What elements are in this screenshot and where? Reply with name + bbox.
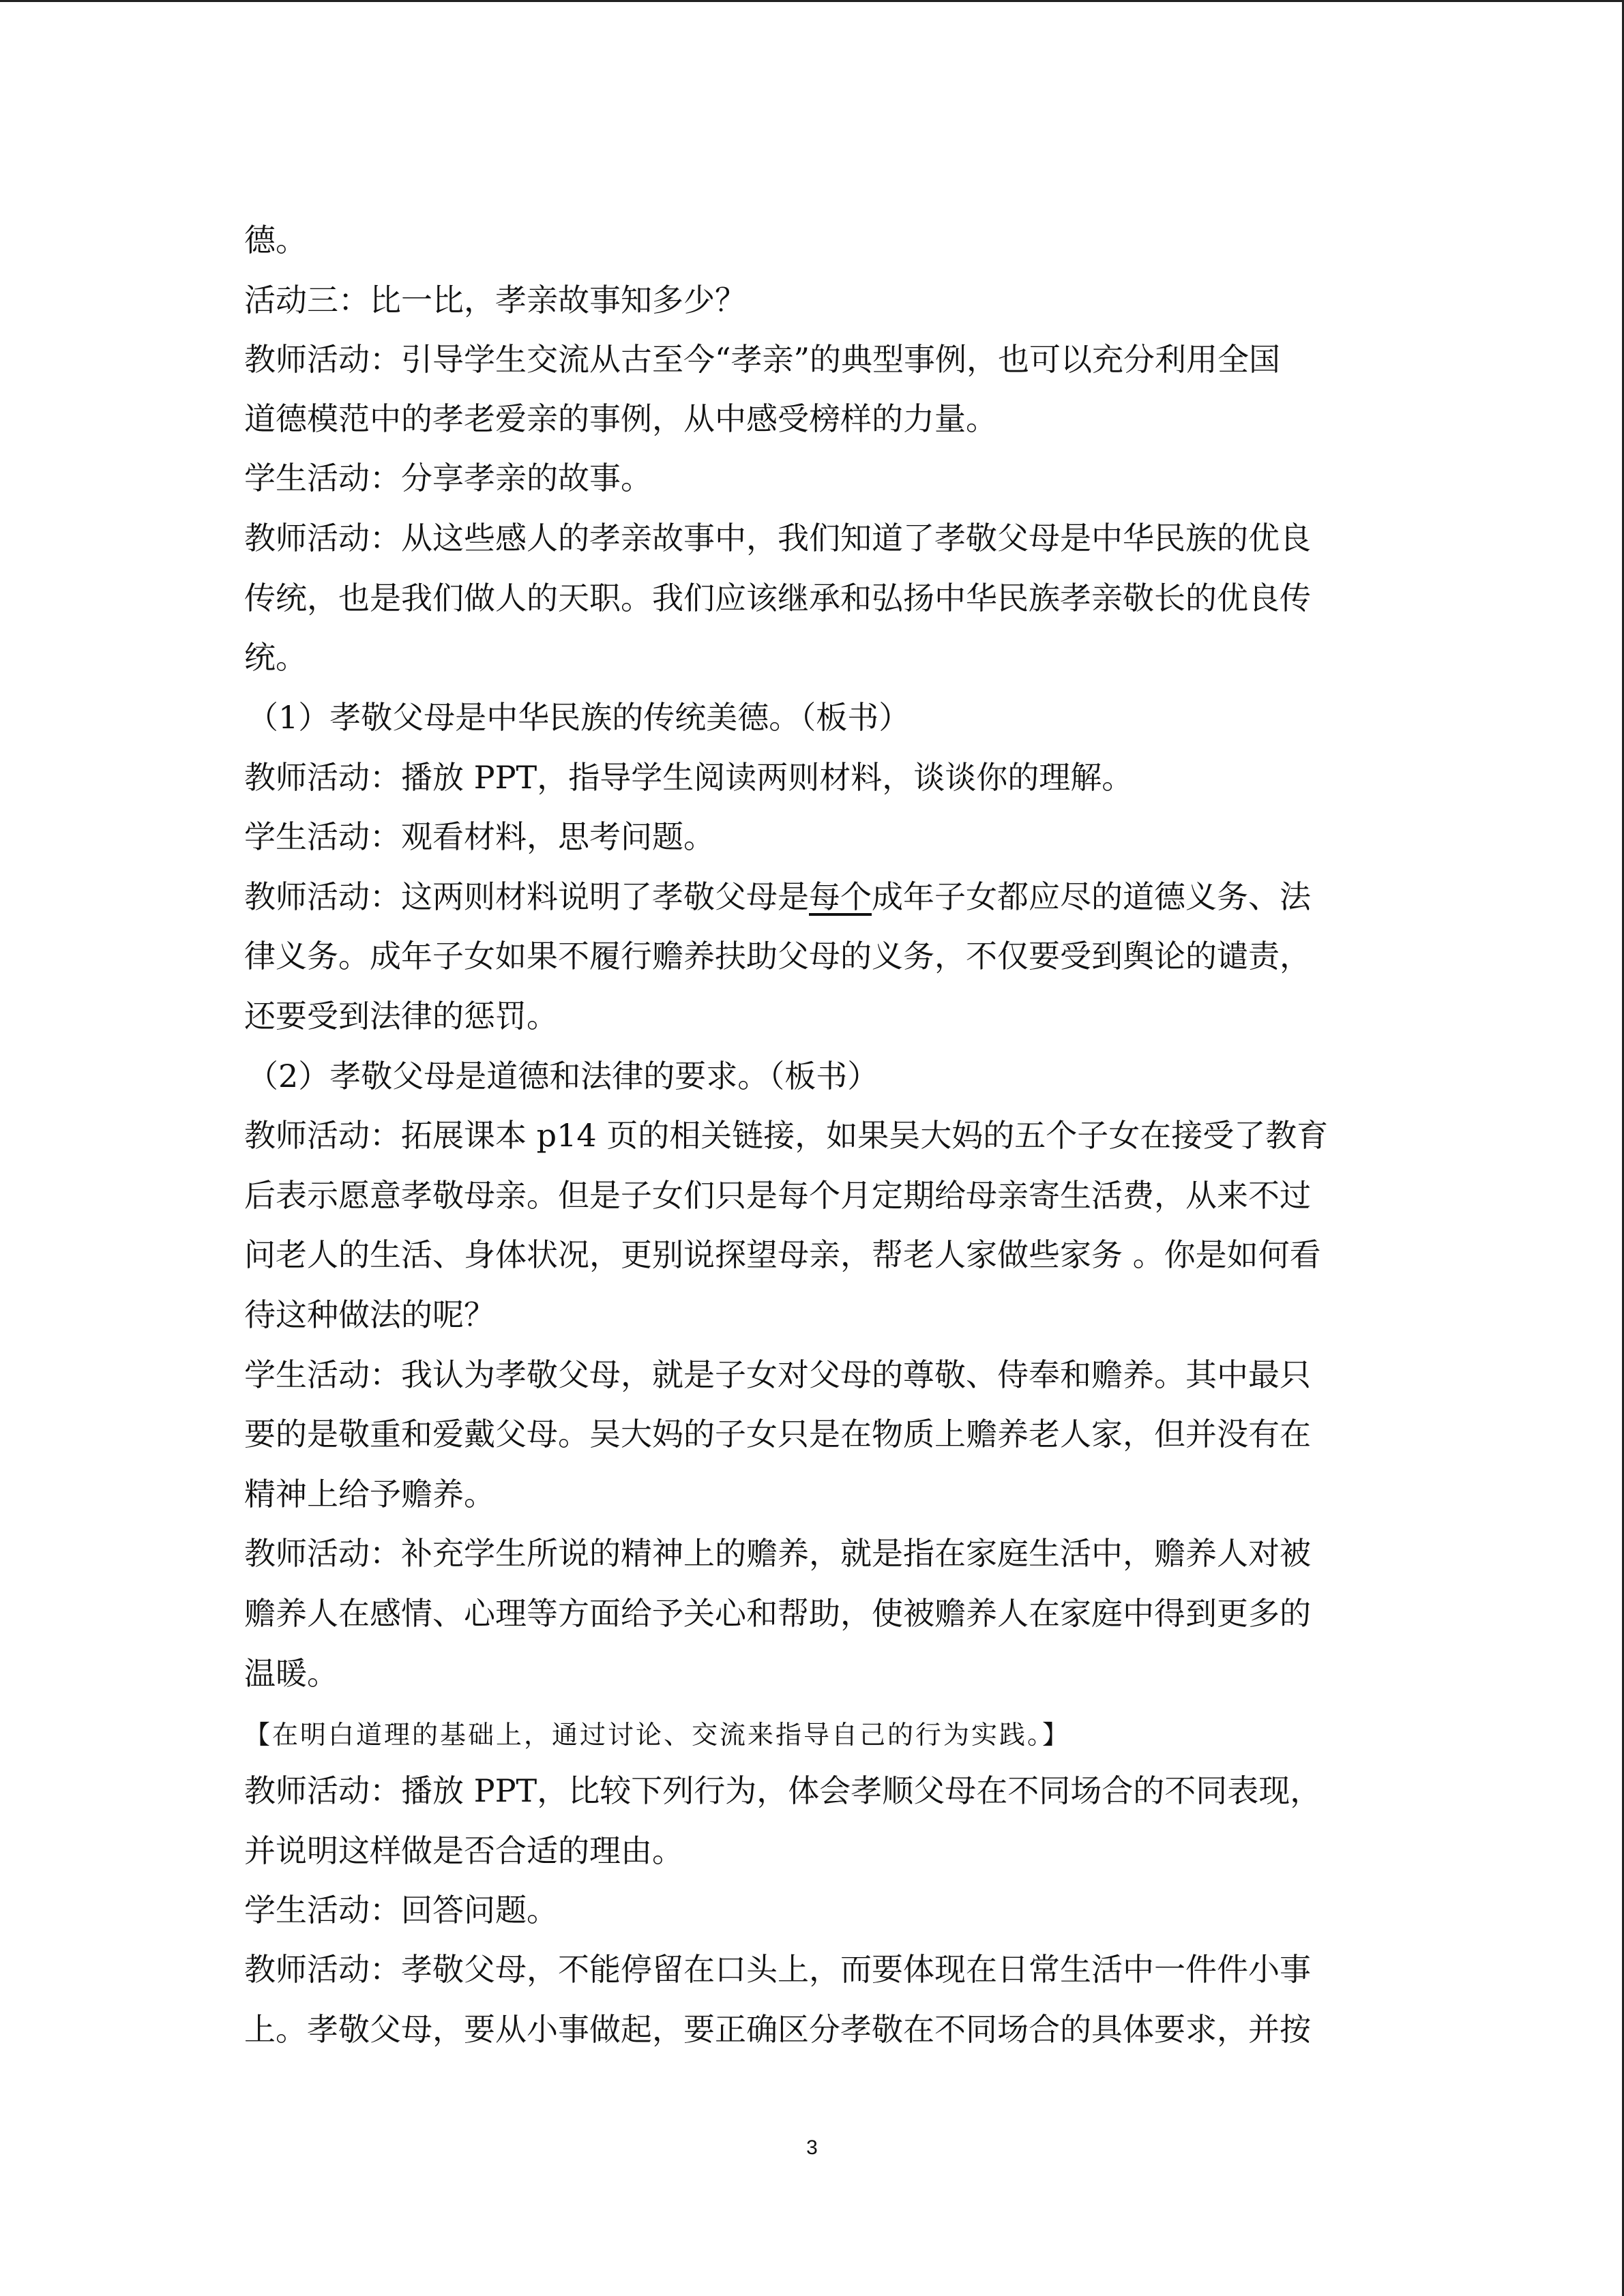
text-line: 传统，也是我们做人的天职。我们应该继承和弘扬中华民族孝亲敬长的优良传 [244,580,1311,616]
text-line: 问老人的生活、身体状况，更别说探望母亲，帮老人家做些家务 。你是如何看 [244,1236,1321,1273]
text-segment: 成年子女都应尽的道德义务、法 [872,878,1311,915]
text-line [244,876,1311,917]
text-line: 温暖。 [244,1655,338,1692]
text-line: 学生活动：我认为孝敬父母，就是子女对父母的尊敬、侍奉和赡养。其中最只 [244,1356,1311,1393]
text-line: 赡养人在感情、心理等方面给予关心和帮助，使被赡养人在家庭中得到更多的 [244,1595,1311,1632]
text-line: 律义务。成年子女如果不履行赡养扶助父母的义务，不仅要受到舆论的谴责， [244,938,1311,974]
text-line: 教师活动：播放 PPT，指导学生阅读两则材料，谈谈你的理解。 [244,759,1134,796]
text-line: 精神上给予赡养。 [244,1476,495,1512]
board-note: （1）孝敬父母是中华民族的传统美德。（板书） [247,699,911,736]
text-line: 教师活动：补充学生所说的精神上的赡养，就是指在家庭生活中，赡养人对被 [244,1535,1311,1572]
text-line: 教师活动：从这些感人的孝亲故事中，我们知道了孝敬父母是中华民族的优良 [244,520,1311,556]
text-line: 后表示愿意孝敬母亲。但是子女们只是每个月定期给母亲寄生活费，从来不过 [244,1177,1311,1214]
text-line: 教师活动：播放 PPT，比较下列行为，体会孝顺父母在不同场合的不同表现， [244,1772,1322,1809]
text-line: 要的是敬重和爱戴父母。吴大妈的子女只是在物质上赡养老人家，但并没有在 [244,1416,1311,1452]
activity-heading: 活动三：比一比，孝亲故事知多少？ [244,282,746,318]
text-line: 学生活动：回答问题。 [244,1892,558,1928]
text-line: 德。 [244,222,307,258]
text-line: 学生活动：分享孝亲的故事。 [244,460,652,496]
text-line: 教师活动：引导学生交流从古至今“孝亲”的典型事例，也可以充分利用全国 [244,341,1281,378]
underlined-text: 每个 [809,878,872,915]
text-line: 还要受到法律的惩罚。 [244,998,558,1034]
text-line: 道德模范中的孝老爱亲的事例，从中感受榜样的力量。 [244,400,997,437]
text-segment: 教师活动：这两则材料说明了孝敬父母是 [244,878,809,915]
page-number: 3 [806,2136,818,2159]
text-line: 并说明这样做是否合适的理由。 [244,1832,683,1869]
board-note: （2）孝敬父母是道德和法律的要求。（板书） [247,1058,879,1094]
page-border-top [0,0,1624,2]
text-line: 教师活动：拓展课本 p14 页的相关链接，如果吴大妈的五个子女在接受了教育 [244,1117,1329,1154]
text-line: 学生活动：观看材料，思考问题。 [244,818,715,855]
text-line: 教师活动：孝敬父母，不能停留在口头上，而要体现在日常生活中一件件小事 [244,1951,1311,1988]
text-line: 统。 [244,639,307,676]
text-line: 上。孝敬父母，要从小事做起，要正确区分孝敬在不同场合的具体要求，并按 [244,2011,1311,2048]
text-line: 待这种做法的呢？ [244,1296,495,1333]
design-note: 【在明白道理的基础上，通过讨论、交流来指导自己的行为实践。】 [244,1720,1071,1750]
